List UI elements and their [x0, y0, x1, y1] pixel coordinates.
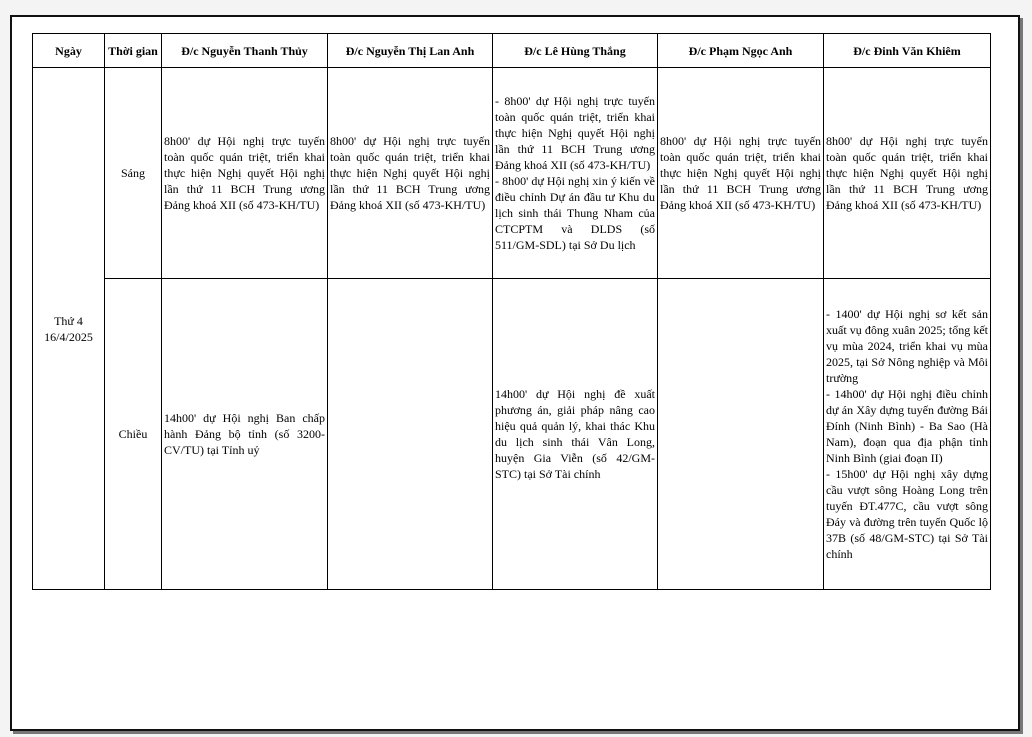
- schedule-entry: 14h00' dự Hội nghị Ban chấp hành Đảng bộ tỉnh (số 3200-CV/TU) tại Tỉnh uỷ: [164, 411, 325, 457]
- schedule-cell: [162, 68, 328, 279]
- schedule-entry: 14h00' dự Hội nghị đề xuất phương án, giải pháp nâng cao hiệu quả quản lý, khai thác Khu du lịch sinh thái Vân Long, huyện Gia Viễn (số 42/GM-STC) tại Sở Tài chính: [495, 387, 655, 481]
- header-day: Ngày: [33, 34, 105, 68]
- header-person-5: Đ/c Đinh Văn Khiêm: [824, 34, 991, 68]
- schedule-cell-empty: [328, 279, 493, 590]
- schedule-cell: [493, 279, 658, 590]
- table-row-afternoon: [33, 279, 991, 590]
- session-morning: Sáng: [105, 68, 162, 279]
- day-weekday: Thứ 4: [54, 313, 83, 328]
- schedule-entry: - 14h00' dự Hội nghị điều chỉnh dự án Xây dựng tuyến đường Bái Đính (Ninh Bình) - Ba Sao (Hà Nam), đoạn qua địa phận tỉnh Ninh Bình (giai đoạn II): [826, 387, 988, 465]
- schedule-entry: - 8h00' dự Hội nghị trực tuyến toàn quốc quán triệt, triển khai thực hiện Nghị quyết Hội nghị lần thứ 11 BCH Trung ương Đảng khoá XII (số 473-KH/TU): [495, 94, 655, 172]
- schedule-cell: [658, 68, 824, 279]
- schedule-cell: [328, 68, 493, 279]
- schedule-entry: - 8h00' dự Hội nghị xin ý kiến về điều chỉnh Dự án đầu tư Khu du lịch sinh thái Thung Nham của CTCPTM và DLDS (số 511/GM-SDL) tại Sở Du lịch: [495, 174, 655, 252]
- schedule-table: [32, 33, 991, 590]
- schedule-entry: - 15h00' dự Hội nghị xây dựng cầu vượt sông Hoàng Long trên tuyến ĐT.477C, cầu vượt sông Đáy và đường trên tuyến Quốc lộ 37B (số 48/GM-STC) tại Sở Tài chính: [826, 467, 988, 561]
- schedule-cell: [824, 68, 991, 279]
- session-afternoon: Chiều: [105, 279, 162, 590]
- table-row-morning: [33, 68, 991, 279]
- day-date: 16/4/2025: [44, 329, 93, 344]
- schedule-entry: 8h00' dự Hội nghị trực tuyến toàn quốc quán triệt, triển khai thực hiện Nghị quyết Hội nghị lần thứ 11 BCH Trung ương Đảng khoá XII (số 473-KH/TU): [826, 134, 988, 212]
- header-person-4: Đ/c Phạm Ngọc Anh: [658, 34, 824, 68]
- schedule-cell: [824, 279, 991, 590]
- header-person-2: Đ/c Nguyễn Thị Lan Anh: [328, 34, 493, 68]
- schedule-cell-empty: [658, 279, 824, 590]
- schedule-entry: 8h00' dự Hội nghị trực tuyến toàn quốc quán triệt, triển khai thực hiện Nghị quyết Hội nghị lần thứ 11 BCH Trung ương Đảng khoá XII (số 473-KH/TU): [164, 134, 325, 212]
- header-person-1: Đ/c Nguyễn Thanh Thủy: [162, 34, 328, 68]
- header-row: [33, 34, 991, 68]
- document-page: [10, 15, 1020, 731]
- day-cell: [33, 68, 105, 590]
- header-person-3: Đ/c Lê Hùng Thắng: [493, 34, 658, 68]
- schedule-entry: 8h00' dự Hội nghị trực tuyến toàn quốc quán triệt, triển khai thực hiện Nghị quyết Hội nghị lần thứ 11 BCH Trung ương Đảng khoá XII (số 473-KH/TU): [660, 134, 821, 212]
- schedule-cell: [162, 279, 328, 590]
- schedule-entry: 8h00' dự Hội nghị trực tuyến toàn quốc quán triệt, triển khai thực hiện Nghị quyết Hội nghị lần thứ 11 BCH Trung ương Đảng khoá XII (số 473-KH/TU): [330, 134, 490, 212]
- schedule-cell: [493, 68, 658, 279]
- schedule-entry: - 1400' dự Hội nghị sơ kết sản xuất vụ đông xuân 2025; tổng kết vụ mùa 2024, triển khai vụ mùa 2025, tại Sở Nông nghiệp và Môi trường: [826, 307, 988, 385]
- header-time: Thời gian: [105, 34, 162, 68]
